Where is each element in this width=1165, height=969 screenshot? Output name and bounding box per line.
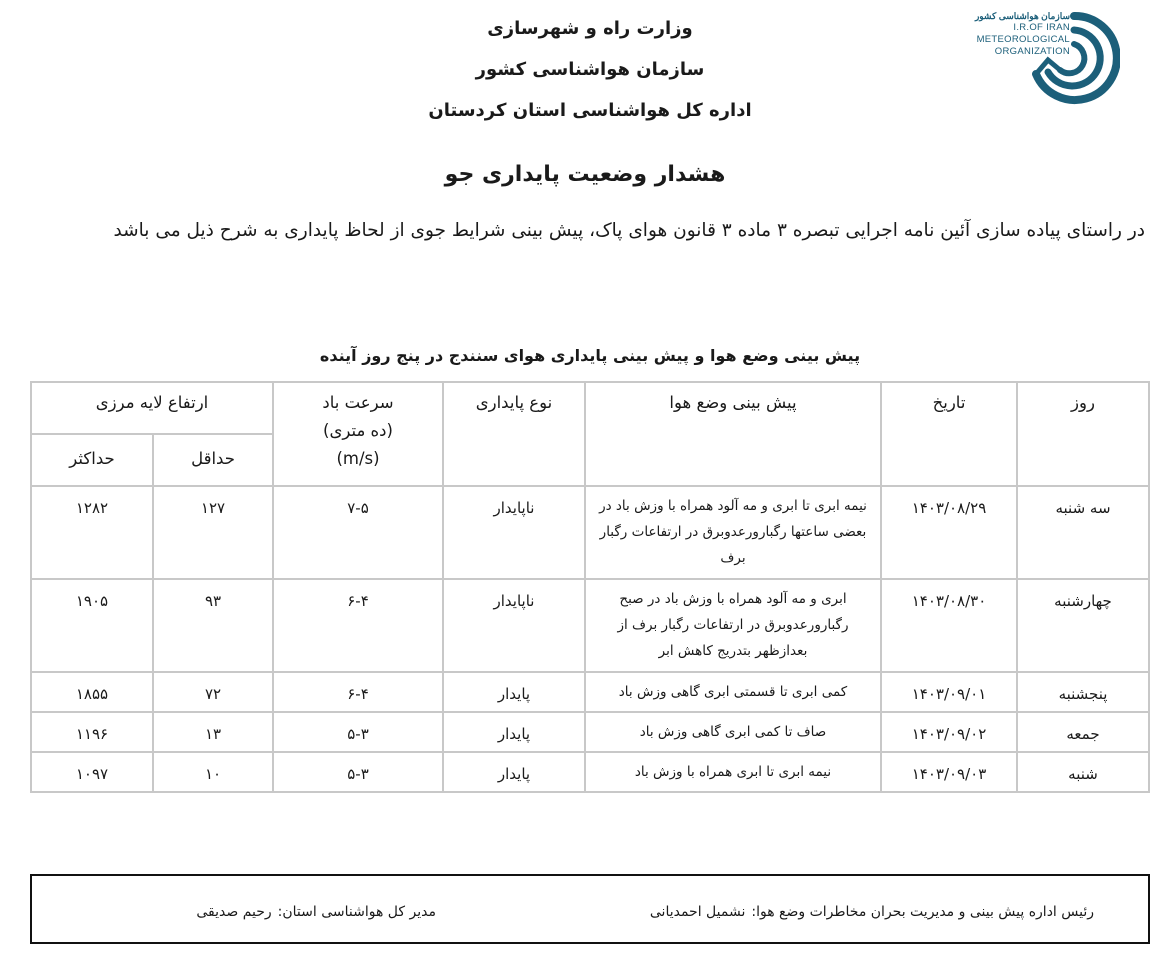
- ministry-name: وزارت راه و شهرسازی: [487, 18, 693, 39]
- signature-box: [30, 874, 1150, 944]
- cell-wind: ۵-۳: [273, 712, 443, 752]
- cell-wind: ۵-۳: [273, 752, 443, 792]
- table-row: [31, 486, 1149, 579]
- logo-english-line-1: I.R.OF IRAN: [1013, 22, 1070, 33]
- cell-min: ۷۲: [153, 672, 273, 712]
- cell-min: ۱۳: [153, 712, 273, 752]
- cell-day: شنبه: [1017, 752, 1149, 792]
- table-row: [31, 579, 1149, 672]
- cell-stability: ناپایدار: [443, 579, 585, 672]
- cell-max: ۱۸۵۵: [31, 672, 153, 712]
- header-min: حداقل: [153, 434, 273, 486]
- cell-day: چهارشنبه: [1017, 579, 1149, 672]
- table-row: [31, 752, 1149, 792]
- cell-stability: ناپایدار: [443, 486, 585, 579]
- logo-english-line-3: ORGANIZATION: [994, 46, 1070, 57]
- cell-min: ۱۰: [153, 752, 273, 792]
- cell-forecast: کمی ابری تا قسمتی ابری گاهی وزش باد: [585, 672, 881, 712]
- cell-min: ۹۳: [153, 579, 273, 672]
- cell-wind: ۶-۴: [273, 672, 443, 712]
- director-signature: [196, 904, 436, 920]
- header-day: روز: [1017, 382, 1149, 486]
- cell-max: ۱۰۹۷: [31, 752, 153, 792]
- table-row: [31, 712, 1149, 752]
- intro-paragraph: در راستای پیاده سازی آئین نامه اجرایی تبصره ۳ ماده ۳ قانون هوای پاک، پیش بینی شرایط جوی از لحاظ پایداری به شرح ذیل می باشد: [113, 220, 1145, 241]
- office-name: اداره کل هواشناسی استان کردستان: [428, 100, 752, 121]
- cell-stability: پایدار: [443, 672, 585, 712]
- logo-english-line-2: METEOROLOGICAL: [976, 34, 1070, 45]
- header-stability: نوع پایداری: [443, 382, 585, 486]
- cell-stability: پایدار: [443, 712, 585, 752]
- document-title: هشدار وضعیت پایداری جو: [444, 162, 726, 187]
- organization-logo: [958, 10, 1128, 130]
- cell-date: ۱۴۰۳/۰۹/۰۳: [881, 752, 1017, 792]
- director-name: رحیم صدیقی: [196, 904, 272, 920]
- cell-max: ۱۹۰۵: [31, 579, 153, 672]
- header-forecast: پیش بینی وضع هوا: [585, 382, 881, 486]
- organization-name: سازمان هواشناسی کشور: [475, 59, 705, 80]
- cell-day: جمعه: [1017, 712, 1149, 752]
- cell-date: ۱۴۰۳/۰۸/۲۹: [881, 486, 1017, 579]
- header-max: حداکثر: [31, 434, 153, 486]
- cell-max: ۱۱۹۶: [31, 712, 153, 752]
- director-title: مدیر کل هواشناسی استان:: [277, 904, 436, 920]
- cell-date: ۱۴۰۳/۰۹/۰۲: [881, 712, 1017, 752]
- cell-date: ۱۴۰۳/۰۹/۰۱: [881, 672, 1017, 712]
- cell-day: سه شنبه: [1017, 486, 1149, 579]
- header-wind-speed: سرعت باد (ده متری) (m/s): [273, 382, 443, 486]
- forecast-head-title: رئیس اداره پیش بینی و مدیریت بحران مخاطرات وضع هوا:: [751, 904, 1094, 920]
- meteorological-organization-logo-icon: [1028, 10, 1120, 128]
- cell-forecast: ابری و مه آلود همراه با وزش باد در صبح رگبارورعدوبرق در ارتفاعات رگبار برف از بعدازظهر بتدریج کاهش ابر: [585, 579, 881, 672]
- cell-max: ۱۲۸۲: [31, 486, 153, 579]
- cell-day: پنجشنبه: [1017, 672, 1149, 712]
- header-date: تاریخ: [881, 382, 1017, 486]
- cell-forecast: صاف تا کمی ابری گاهی وزش باد: [585, 712, 881, 752]
- letterhead: [330, 8, 850, 131]
- cell-stability: پایدار: [443, 752, 585, 792]
- table-row: [31, 672, 1149, 712]
- logo-persian-text: سازمان هواشناسی کشور: [974, 11, 1070, 21]
- cell-min: ۱۲۷: [153, 486, 273, 579]
- forecast-table: [30, 381, 1150, 793]
- cell-wind: ۶-۴: [273, 579, 443, 672]
- cell-wind: ۷-۵: [273, 486, 443, 579]
- table-caption: پیش بینی وضع هوا و پیش بینی پایداری هوای سنندج در پنج روز آینده: [319, 346, 861, 365]
- cell-date: ۱۴۰۳/۰۸/۳۰: [881, 579, 1017, 672]
- forecast-head-signature: [650, 904, 1094, 920]
- cell-forecast: نیمه ابری تا ابری همراه با وزش باد: [585, 752, 881, 792]
- forecast-head-name: نشمیل احمدیانی: [649, 904, 746, 920]
- header-boundary-layer: ارتفاع لایه مرزی: [31, 382, 273, 434]
- cell-forecast: نیمه ابری تا ابری و مه آلود همراه با وزش باد در بعضی ساعتها رگبارورعدوبرق در ارتفاعات رگبار برف: [585, 486, 881, 579]
